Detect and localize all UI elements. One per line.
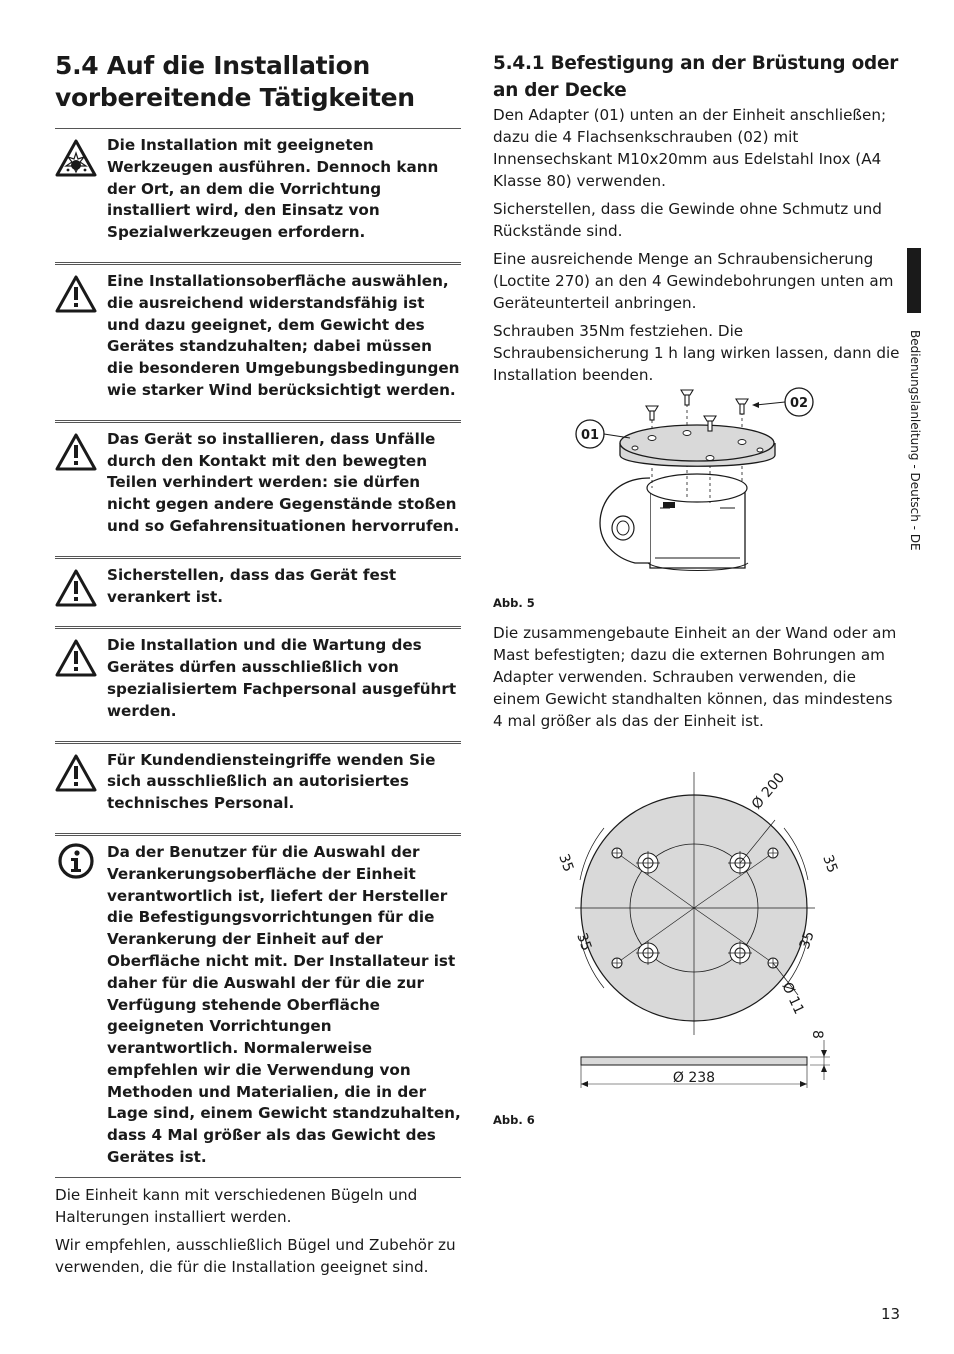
dim-35-top-left-label: 35 (555, 851, 577, 875)
info-circle-icon (55, 842, 97, 880)
warning-text-anchored: Sicherstellen, dass das Gerät fest verankert ist. (107, 565, 397, 606)
warning-box-tools (55, 128, 461, 250)
figure-5-label-02: 02 (789, 396, 809, 411)
paragraph-accessories: Wir empfehlen, ausschließlich Bügel und Zubehör zu verwenden, die für die Installation geeignet sind. (55, 1235, 456, 1276)
figure-5-label-01: 01 (580, 428, 600, 443)
warning-box-anchored (55, 556, 461, 615)
warning-triangle-icon (55, 569, 97, 607)
explosion-hazard-icon (55, 139, 97, 177)
dim-35-bottom-right-label: 35 (796, 929, 818, 952)
section-title (55, 50, 461, 114)
figure-6-dimension-drawing (540, 760, 850, 1100)
warning-box-personnel (55, 626, 461, 728)
chapter-tab-marker (907, 248, 921, 313)
paragraph-mounting: Die zusammengebaute Einheit an der Wand oder am Mast befestigten; dazu die externen Bohrungen am Adapter verwenden. Schrauben verwenden, die einem Gewicht standhalten können, das mindestens 4 mal größer als das der Einheit ist. (493, 624, 897, 730)
warning-box-service (55, 741, 461, 821)
paragraph-threads: Sicherstellen, dass die Gewinde ohne Schmutz und Rückstände sind. (493, 200, 882, 240)
paragraph-adapter: Den Adapter (01) unten an der Einheit anschließen; dazu die 4 Flachsenkschrauben (02) mit Innensechskant M10x20mm aus Edelstahl Inox (A4 Klasse 80) verwenden. (493, 106, 887, 190)
section-title-line1: 5.4 Auf die Installation (55, 51, 370, 80)
dim-35-top-right-label: 35 (819, 852, 841, 876)
dim-d200-label: Ø 200 (748, 769, 789, 813)
paragraph-loctite: Eine ausreichende Menge an Schraubensicherung (Loctite 270) an den 4 Gewindebohrungen unten am Geräteunterteil anbringen. (493, 250, 894, 312)
figure-6-caption: Abb. 6 (493, 1113, 535, 1127)
dim-d238-label: Ø 238 (672, 1070, 716, 1086)
warning-triangle-icon (55, 639, 97, 677)
dim-8-label: 8 (809, 1030, 825, 1039)
info-text-anchoring: Da der Benutzer für die Auswahl der Verankerungsoberfläche der Einheit verantwortlich ist, liefert der Hersteller die Befestigungsvorrichtungen für die Verankerung der Einheit auf der Oberfläche nicht mit. Der Installateur ist daher für die Auswahl der für die zur Verfügung stehende Oberfläche geeigneten Vorrichtungen verantwortlich. Normalerweise empfehlen wir die Verwendung von Methoden und Materialien, die in der Lage sind, einem Gewicht standzuhalten, dass 4 Mal größer als das Gewicht des Gerätes ist. (107, 842, 461, 1167)
warning-triangle-icon (55, 754, 97, 792)
warning-text-surface: Eine Installationsoberfläche auswählen, die ausreichend widerstandsfähig ist und dazu geeignet, dem Gewicht des Gerätes standzuhalten; dabei müssen die besonderen Umgebungsbedingungen wie starker Wind berücksichtigt werden. (107, 271, 460, 399)
warning-text-tools: Die Installation mit geeigneten Werkzeugen ausführen. Dennoch kann der Ort, an dem die Vorrichtung installiert wird, den Einsatz von Spezialwerkzeugen erfordern. (107, 136, 439, 242)
warning-text-moving-parts: Das Gerät so installieren, dass Unfälle durch den Kontakt mit den bewegten Teilen verhindert werden: sie dürfen nicht gegen andere Gegenstände stoßen und so Gefahrensituationen hervorrufen. (107, 429, 460, 535)
paragraph-brackets: Die Einheit kann mit verschiedenen Bügeln und Halterungen installiert werden. (55, 1185, 418, 1226)
subsection-title (493, 50, 903, 104)
info-box-anchoring (55, 833, 461, 1178)
section-title-line2: vorbereitende Tätigkeiten (55, 83, 415, 112)
warning-triangle-icon (55, 275, 97, 313)
dim-d11-label: Ø 11 (778, 979, 807, 1017)
figure-5-caption: Abb. 5 (493, 596, 535, 610)
side-label-text: Bedienungslanleitung - Deutsch - DE (908, 330, 922, 551)
dim-35-bottom-left-label: 35 (573, 930, 595, 954)
left-column (55, 50, 461, 1278)
subsection-title-line1: 5.4.1 Befestigung an der Brüstung oder (493, 53, 899, 74)
warning-box-moving-parts (55, 420, 461, 544)
right-column (493, 50, 903, 392)
subsection-title-line2: an der Decke (493, 80, 627, 101)
warning-text-personnel: Die Installation und die Wartung des Gerätes dürfen ausschließlich von spezialisiertem Fachpersonal ausgeführt werden. (107, 636, 457, 720)
page-number: 13 (881, 1305, 901, 1323)
paragraph-torque: Schrauben 35Nm festziehen. Die Schraubensicherung 1 h lang wirken lassen, dann die Installation beenden. (493, 322, 900, 384)
warning-triangle-icon (55, 433, 97, 471)
warning-box-surface (55, 262, 461, 408)
side-label (906, 330, 924, 570)
warning-text-service: Für Kundendiensteingriffe wenden Sie sich ausschließlich an autorisiertes technisches Personal. (107, 750, 436, 813)
figure-5-adapter-drawing (560, 378, 830, 578)
